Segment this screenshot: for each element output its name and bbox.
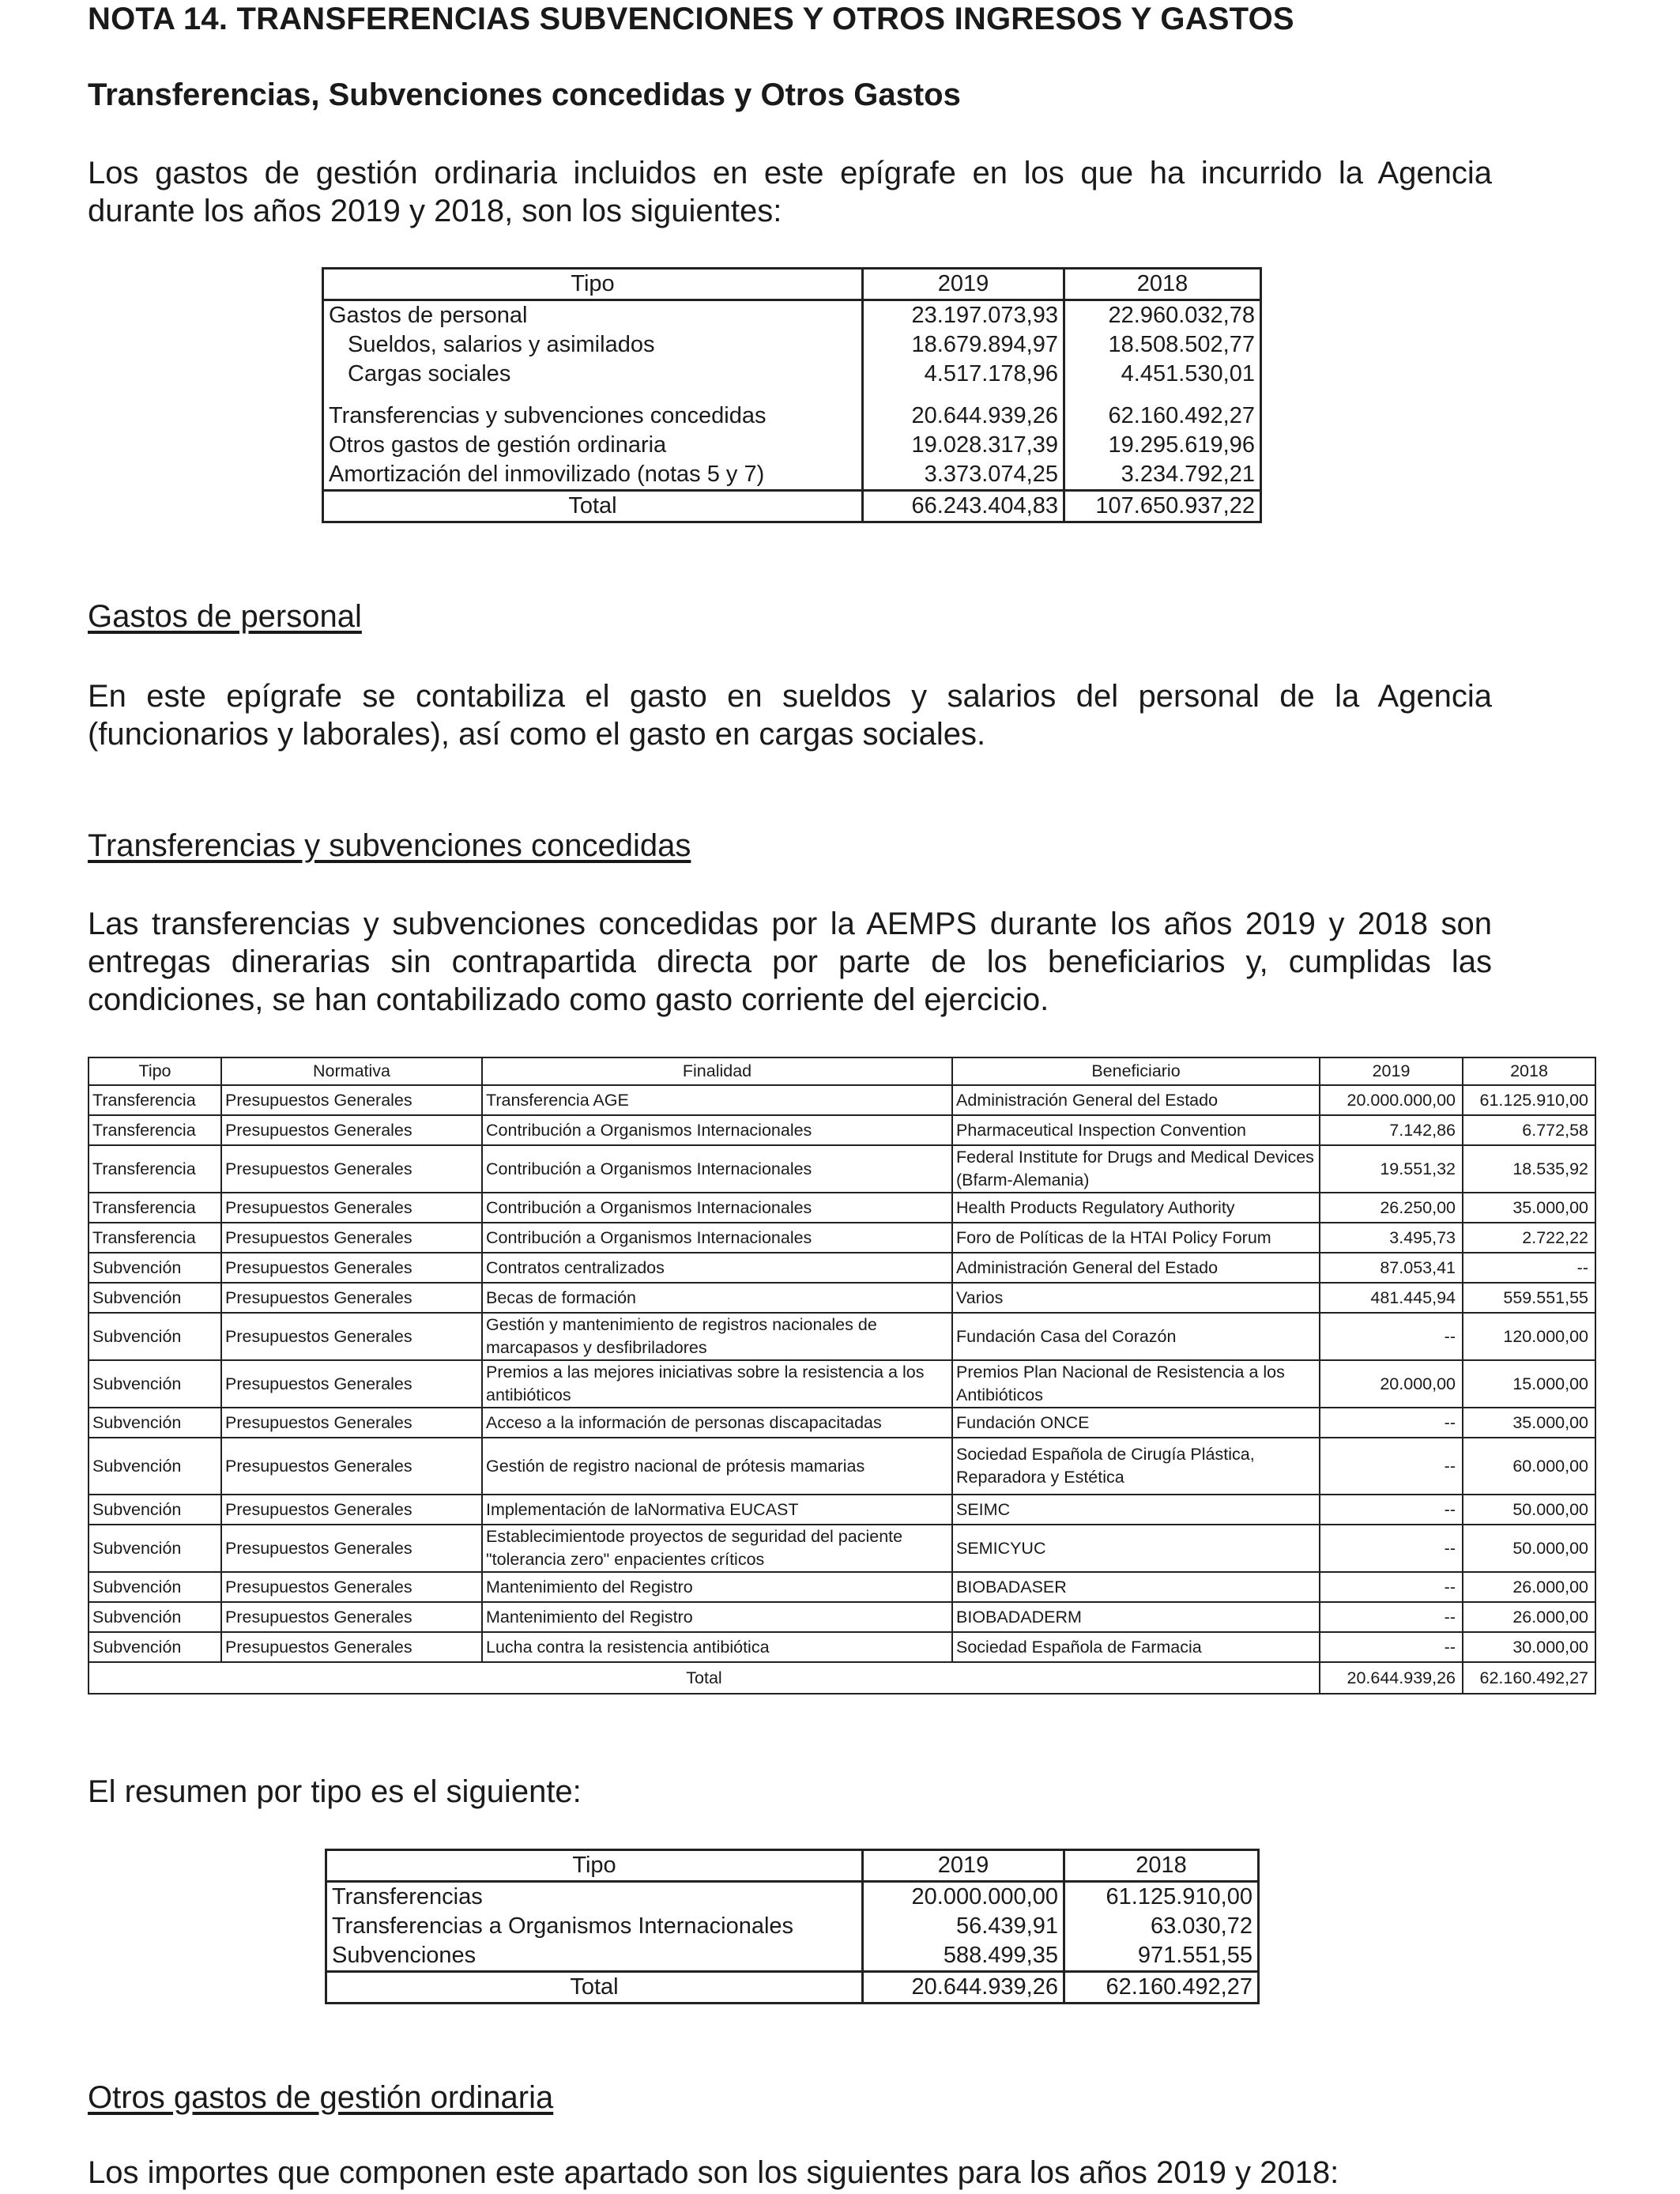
table-row <box>323 460 1261 491</box>
page-subtitle: Transferencias, Subvenciones concedidas y Otros Gastos <box>88 77 961 112</box>
total-2018: 62.160.492,27 <box>1463 1662 1595 1694</box>
column-header: 2019 <box>1320 1057 1463 1085</box>
cell-2018: 35.000,00 <box>1463 1193 1595 1223</box>
row-label: Gastos de personal <box>323 300 863 331</box>
table-row <box>323 431 1261 460</box>
total-2019: 66.243.404,83 <box>863 491 1064 522</box>
cell-tipo: Subvención <box>89 1313 221 1360</box>
cell-normativa: Presupuestos Generales <box>221 1193 482 1223</box>
total-label: Total <box>326 1972 863 2004</box>
table-row <box>89 1602 1595 1632</box>
cell-normativa: Presupuestos Generales <box>221 1438 482 1495</box>
cell-2019: -- <box>1320 1408 1463 1438</box>
total-2019: 20.644.939,26 <box>863 1972 1064 2004</box>
cell-normativa: Presupuestos Generales <box>221 1085 482 1115</box>
table-row <box>326 1941 1259 1972</box>
spacer-row <box>323 389 1261 401</box>
cell-normativa: Presupuestos Generales <box>221 1525 482 1572</box>
total-2018: 62.160.492,27 <box>1064 1972 1259 2004</box>
value-2019: 23.197.073,93 <box>863 300 1064 331</box>
table-header-row <box>323 269 1261 300</box>
cell-beneficiario: Sociedad Española de Farmacia <box>952 1632 1320 1662</box>
table-row <box>326 1882 1259 1913</box>
cell-2018: 35.000,00 <box>1463 1408 1595 1438</box>
cell-finalidad: Gestión y mantenimiento de registros nacionales de marcapasos y desfibriladores <box>482 1313 952 1360</box>
cell-2018: 50.000,00 <box>1463 1525 1595 1572</box>
value-2018: 62.160.492,27 <box>1108 403 1255 428</box>
column-header: Beneficiario <box>952 1057 1320 1085</box>
cell-normativa: Presupuestos Generales <box>221 1223 482 1253</box>
column-header: Tipo <box>89 1057 221 1085</box>
cell-finalidad: Acceso a la información de personas discapacitadas <box>482 1408 952 1438</box>
cell-normativa: Presupuestos Generales <box>221 1283 482 1313</box>
cell-2018: 18.535,92 <box>1463 1145 1595 1193</box>
cell-tipo: Subvención <box>89 1438 221 1495</box>
otros-paragraph: Los importes que componen este apartado son los siguientes para los años 2019 y 2018: <box>88 2155 1339 2190</box>
value-2019: 4.517.178,96 <box>863 360 1064 389</box>
cell-tipo: Transferencia <box>89 1085 221 1115</box>
column-header: Finalidad <box>482 1057 952 1085</box>
cell-tipo: Subvención <box>89 1632 221 1662</box>
cell-finalidad: Mantenimiento del Registro <box>482 1572 952 1602</box>
cell-tipo: Transferencia <box>89 1115 221 1145</box>
cell-beneficiario: SEIMC <box>952 1495 1320 1525</box>
value-2018: 22.960.032,78 <box>1108 303 1255 328</box>
cell-tipo: Transferencia <box>89 1193 221 1223</box>
cell-finalidad: Implementación de laNormativa EUCAST <box>482 1495 952 1525</box>
cell-2019: 7.142,86 <box>1320 1115 1463 1145</box>
value-2018: 63.030,72 <box>1150 1913 1252 1939</box>
column-header: Tipo <box>323 269 863 300</box>
value-2018: 19.295.619,96 <box>1108 432 1255 458</box>
value-2019: 3.373.074,25 <box>863 460 1064 491</box>
cell-2018: 120.000,00 <box>1463 1313 1595 1360</box>
cell-2019: -- <box>1320 1525 1463 1572</box>
cell-finalidad: Contratos centralizados <box>482 1253 952 1283</box>
value-2019: 20.000.000,00 <box>863 1882 1064 1913</box>
cell-finalidad: Becas de formación <box>482 1283 952 1313</box>
cell-finalidad: Transferencia AGE <box>482 1085 952 1115</box>
cell-2018: 60.000,00 <box>1463 1438 1595 1495</box>
cell-tipo: Subvención <box>89 1253 221 1283</box>
cell-beneficiario: Pharmaceutical Inspection Convention <box>952 1115 1320 1145</box>
column-header: 2018 <box>1064 269 1261 300</box>
table-row <box>89 1085 1595 1115</box>
transferencias-detail-table <box>88 1057 1596 1695</box>
value-2018: 4.451.530,01 <box>1121 361 1255 386</box>
cell-beneficiario: Administración General del Estado <box>952 1253 1320 1283</box>
table-row <box>89 1408 1595 1438</box>
row-label: Sueldos, salarios y asimilados <box>323 330 863 360</box>
cell-2018: 61.125.910,00 <box>1463 1085 1595 1115</box>
transferencias-paragraph: Las transferencias y subvenciones concedidas por la AEMPS durante los años 2019 y 2018 son entregas dinerarias sin contrapartida directa por parte de los beneficiarios y, cumplidas las condiciones, se han contabilizado como gasto corriente del ejercicio. <box>88 907 1492 1017</box>
column-header: 2019 <box>863 269 1064 300</box>
value-2019: 18.679.894,97 <box>863 330 1064 360</box>
cell-normativa: Presupuestos Generales <box>221 1115 482 1145</box>
cell-beneficiario: Fundación Casa del Corazón <box>952 1313 1320 1360</box>
cell-normativa: Presupuestos Generales <box>221 1145 482 1193</box>
cell-beneficiario: Federal Institute for Drugs and Medical Devices (Bfarm-Alemania) <box>952 1145 1320 1193</box>
section-heading-transferencias: Transferencias y subvenciones concedidas <box>88 828 691 863</box>
cell-normativa: Presupuestos Generales <box>221 1572 482 1602</box>
row-label: Transferencias <box>326 1882 863 1913</box>
table-row <box>89 1525 1595 1572</box>
cell-finalidad: Lucha contra la resistencia antibiótica <box>482 1632 952 1662</box>
table-row <box>89 1632 1595 1662</box>
cell-beneficiario: Premios Plan Nacional de Resistencia a los Antibióticos <box>952 1360 1320 1408</box>
cell-2019: 3.495,73 <box>1320 1223 1463 1253</box>
cell-2019: -- <box>1320 1572 1463 1602</box>
cell-2019: -- <box>1320 1602 1463 1632</box>
cell-finalidad: Premios a las mejores iniciativas sobre la resistencia a los antibióticos <box>482 1360 952 1408</box>
cell-normativa: Presupuestos Generales <box>221 1313 482 1360</box>
cell-normativa: Presupuestos Generales <box>221 1632 482 1662</box>
cell-2019: 481.445,94 <box>1320 1283 1463 1313</box>
cell-beneficiario: SEMICYUC <box>952 1525 1320 1572</box>
cell-2019: -- <box>1320 1313 1463 1360</box>
column-header: Tipo <box>326 1850 863 1882</box>
cell-2019: 26.250,00 <box>1320 1193 1463 1223</box>
table-row <box>89 1495 1595 1525</box>
column-header: 2018 <box>1463 1057 1595 1085</box>
total-row <box>326 1972 1259 2004</box>
cell-finalidad: Gestión de registro nacional de prótesis mamarias <box>482 1438 952 1495</box>
cell-2019: 20.000,00 <box>1320 1360 1463 1408</box>
cell-2018: 50.000,00 <box>1463 1495 1595 1525</box>
cell-tipo: Transferencia <box>89 1223 221 1253</box>
cell-beneficiario: BIOBADASER <box>952 1572 1320 1602</box>
cell-tipo: Subvención <box>89 1572 221 1602</box>
summary-table <box>325 1849 1260 2004</box>
table-row <box>89 1115 1595 1145</box>
table-row <box>323 330 1261 360</box>
row-label: Cargas sociales <box>323 360 863 389</box>
cell-tipo: Subvención <box>89 1602 221 1632</box>
cell-2019: 20.000.000,00 <box>1320 1085 1463 1115</box>
cell-tipo: Subvención <box>89 1495 221 1525</box>
table-row <box>323 360 1261 389</box>
value-2019: 19.028.317,39 <box>863 431 1064 460</box>
cell-beneficiario: Administración General del Estado <box>952 1085 1320 1115</box>
table-row <box>323 401 1261 431</box>
table-row <box>89 1223 1595 1253</box>
cell-normativa: Presupuestos Generales <box>221 1253 482 1283</box>
cell-2018: 26.000,00 <box>1463 1572 1595 1602</box>
table-header-row <box>326 1850 1259 1882</box>
total-2019: 20.644.939,26 <box>1320 1662 1463 1694</box>
table-row <box>89 1253 1595 1283</box>
table-row <box>89 1145 1595 1193</box>
cell-tipo: Transferencia <box>89 1145 221 1193</box>
total-row <box>89 1662 1595 1694</box>
row-label: Transferencias y subvenciones concedidas <box>323 401 863 431</box>
cell-tipo: Subvención <box>89 1525 221 1572</box>
cell-beneficiario: Fundación ONCE <box>952 1408 1320 1438</box>
cell-2018: -- <box>1463 1253 1595 1283</box>
table-row <box>89 1193 1595 1223</box>
value-2018: 61.125.910,00 <box>1106 1884 1252 1909</box>
cell-2018: 2.722,22 <box>1463 1223 1595 1253</box>
cell-2019: 87.053,41 <box>1320 1253 1463 1283</box>
cell-finalidad: Mantenimiento del Registro <box>482 1602 952 1632</box>
cell-2019: 19.551,32 <box>1320 1145 1463 1193</box>
column-header: 2018 <box>1064 1850 1259 1882</box>
total-label: Total <box>89 1662 1320 1694</box>
cell-2019: -- <box>1320 1438 1463 1495</box>
column-header: 2019 <box>863 1850 1064 1882</box>
cell-2018: 15.000,00 <box>1463 1360 1595 1408</box>
cell-finalidad: Contribución a Organismos Internacionales <box>482 1223 952 1253</box>
total-2018: 107.650.937,22 <box>1064 491 1261 522</box>
cell-beneficiario: Health Products Regulatory Authority <box>952 1193 1320 1223</box>
cell-2019: -- <box>1320 1632 1463 1662</box>
table-row <box>89 1360 1595 1408</box>
value-2018: 3.234.792,21 <box>1121 462 1255 487</box>
cell-finalidad: Establecimientode proyectos de seguridad del paciente "tolerancia zero" enpacientes críticos <box>482 1525 952 1572</box>
cell-normativa: Presupuestos Generales <box>221 1495 482 1525</box>
cell-2019: -- <box>1320 1495 1463 1525</box>
table-row <box>89 1572 1595 1602</box>
cell-2018: 26.000,00 <box>1463 1602 1595 1632</box>
column-header: Normativa <box>221 1057 482 1085</box>
value-2019: 56.439,91 <box>863 1912 1064 1941</box>
value-2019: 20.644.939,26 <box>863 401 1064 431</box>
section-heading-personal: Gastos de personal <box>88 599 362 634</box>
gastos-table <box>322 267 1262 523</box>
value-2018: 18.508.502,77 <box>1108 332 1255 357</box>
cell-normativa: Presupuestos Generales <box>221 1408 482 1438</box>
table-header-row <box>89 1057 1595 1085</box>
cell-finalidad: Contribución a Organismos Internacionales <box>482 1145 952 1193</box>
row-label: Subvenciones <box>326 1941 863 1972</box>
cell-tipo: Subvención <box>89 1360 221 1408</box>
total-row <box>323 491 1261 522</box>
cell-2018: 6.772,58 <box>1463 1115 1595 1145</box>
personal-paragraph: En este epígrafe se contabiliza el gasto en sueldos y salarios del personal de la Agencia (funcionarios y laborales), así como el gasto en cargas sociales. <box>88 679 1492 752</box>
section-heading-otros: Otros gastos de gestión ordinaria <box>88 2080 554 2115</box>
cell-beneficiario: BIOBADADERM <box>952 1602 1320 1632</box>
page-title: NOTA 14. TRANSFERENCIAS SUBVENCIONES Y OTROS INGRESOS Y GASTOS <box>88 2 1294 36</box>
table-row <box>326 1912 1259 1941</box>
cell-beneficiario: Varios <box>952 1283 1320 1313</box>
cell-normativa: Presupuestos Generales <box>221 1360 482 1408</box>
table-row <box>323 300 1261 331</box>
row-label: Amortización del inmovilizado (notas 5 y 7) <box>323 460 863 491</box>
value-2019: 588.499,35 <box>863 1941 1064 1972</box>
row-label: Otros gastos de gestión ordinaria <box>323 431 863 460</box>
cell-finalidad: Contribución a Organismos Internacionales <box>482 1193 952 1223</box>
cell-finalidad: Contribución a Organismos Internacionales <box>482 1115 952 1145</box>
value-2018: 971.551,55 <box>1137 1943 1252 1968</box>
total-label: Total <box>323 491 863 522</box>
cell-tipo: Subvención <box>89 1408 221 1438</box>
summary-intro: El resumen por tipo es el siguiente: <box>88 1774 582 1809</box>
table-row <box>89 1313 1595 1360</box>
cell-tipo: Subvención <box>89 1283 221 1313</box>
cell-beneficiario: Sociedad Española de Cirugía Plástica, Reparadora y Estética <box>952 1438 1320 1495</box>
table-row <box>89 1438 1595 1495</box>
intro-paragraph: Los gastos de gestión ordinaria incluidos en este epígrafe en los que ha incurrido la Agencia durante los años 2019 y 2018, son los siguientes: <box>88 156 1492 228</box>
cell-normativa: Presupuestos Generales <box>221 1602 482 1632</box>
table-row <box>89 1283 1595 1313</box>
row-label: Transferencias a Organismos Internacionales <box>326 1912 863 1941</box>
cell-beneficiario: Foro de Políticas de la HTAI Policy Forum <box>952 1223 1320 1253</box>
cell-2018: 559.551,55 <box>1463 1283 1595 1313</box>
cell-2018: 30.000,00 <box>1463 1632 1595 1662</box>
